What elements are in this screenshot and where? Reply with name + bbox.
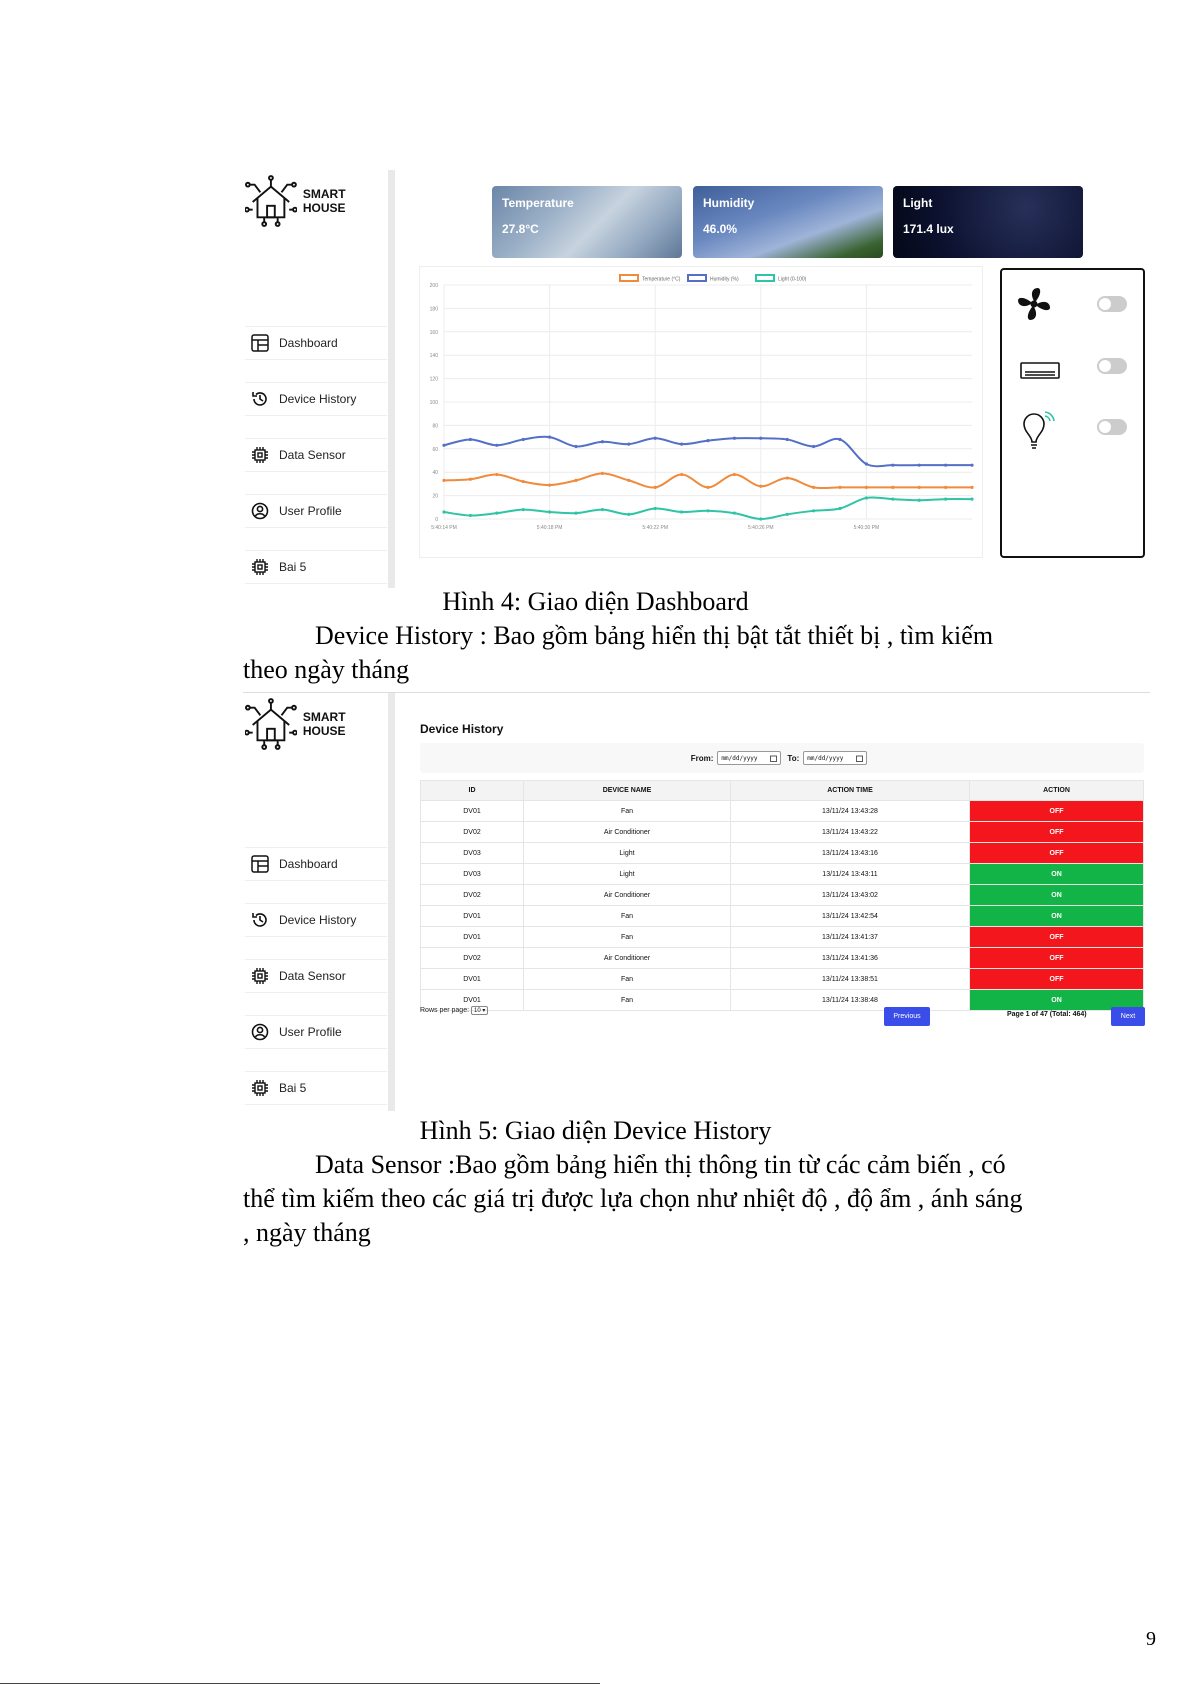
data-point [627, 479, 630, 482]
sidebar-item-user-profile[interactable] [245, 494, 387, 528]
data-point [838, 486, 841, 489]
data-point [944, 486, 947, 489]
cell-id: DV01 [421, 801, 524, 822]
x-tick-label: 5:40:30 PM [853, 525, 880, 531]
data-point [891, 464, 894, 467]
data-point [442, 444, 445, 447]
data-point [469, 514, 472, 517]
figure-5-caption: Hình 5: Giao diện Device History [419, 1116, 772, 1145]
sidebar-item-label: User Profile [279, 1025, 342, 1039]
y-tick-label: 100 [429, 400, 438, 406]
humidity-card [693, 186, 883, 258]
cell-action: OFF [970, 969, 1144, 990]
dashboard-icon [251, 855, 269, 873]
sidebar-item-label: Data Sensor [279, 969, 346, 983]
sidebar-item-label: Bai 5 [279, 560, 307, 574]
data-point [970, 486, 973, 489]
paragraph-device-history-line1: Device History : Bao gồm bảng hiển thị bật tắt thiết bị , tìm kiếm [315, 621, 994, 650]
data-point [838, 507, 841, 510]
y-tick-label: 40 [432, 470, 438, 477]
light-label: Light [903, 196, 933, 210]
next-button[interactable]: Next [1111, 1007, 1145, 1026]
data-point [733, 512, 736, 515]
data-point [838, 438, 841, 441]
calendar-icon [856, 755, 863, 762]
data-point [548, 436, 551, 439]
sidebar-item-data-sensor[interactable] [245, 438, 387, 472]
fan-toggle[interactable] [1097, 296, 1127, 312]
table-row [421, 822, 1144, 843]
data-point [654, 507, 657, 510]
data-point [706, 439, 709, 442]
temperature-label: Temperature [502, 196, 574, 210]
table-row [421, 948, 1144, 969]
table-row [421, 843, 1144, 864]
humidity-value: 46.0% [703, 222, 738, 236]
data-point [918, 464, 921, 467]
data-point [522, 438, 525, 441]
y-tick-label: 200 [429, 283, 438, 289]
cell-action: ON [970, 885, 1144, 906]
data-point [522, 508, 525, 511]
data-point [627, 443, 630, 446]
cell-device-name: Fan [524, 990, 731, 1011]
data-point [786, 438, 789, 441]
cell-device-name: Light [524, 843, 731, 864]
sidebar-item-data-sensor[interactable] [245, 959, 387, 993]
cell-action: OFF [970, 843, 1144, 864]
paragraph-data-sensor-line2: thể tìm kiếm theo các giá trị được lựa chọn như nhiệt độ , độ ẩm , ánh sáng [243, 1184, 1023, 1213]
sidebar-item-label: Data Sensor [279, 448, 346, 462]
lightbulb-icon [1018, 410, 1058, 452]
footer-rule [0, 1683, 600, 1684]
data-point [786, 513, 789, 516]
data-point [680, 473, 683, 476]
cell-action: OFF [970, 801, 1144, 822]
legend-swatch [756, 275, 774, 281]
cell-action: OFF [970, 927, 1144, 948]
temperature-value: 27.8°C [502, 222, 539, 236]
chip-icon [251, 967, 269, 985]
table-row [421, 801, 1144, 822]
cell-id: DV03 [421, 864, 524, 885]
sensor-chart [419, 266, 983, 558]
to-date-input[interactable] [803, 751, 867, 765]
rows-per-page [420, 1006, 488, 1015]
data-point [733, 473, 736, 476]
cell-device-name: Light [524, 864, 731, 885]
y-tick-label: 180 [429, 306, 438, 313]
device-control-panel [1000, 268, 1145, 558]
data-point [548, 483, 551, 486]
data-point [865, 486, 868, 489]
page-info: Page 1 of 47 (Total: 464) [1007, 1011, 1087, 1018]
history-icon [251, 911, 269, 929]
legend-swatch [620, 275, 638, 281]
figure-4-caption: Hình 4: Giao diện Dashboard [442, 587, 749, 616]
dashboard-screenshot [243, 170, 1150, 588]
cell-id: DV01 [421, 927, 524, 948]
cell-device-name: Air Conditioner [524, 948, 731, 969]
data-point [680, 443, 683, 446]
table-row [421, 927, 1144, 948]
column-header-action[interactable]: ACTION [970, 781, 1144, 801]
data-point [574, 479, 577, 482]
sidebar-item-label: Bai 5 [279, 1081, 307, 1095]
brand[interactable] [245, 174, 388, 228]
from-date-placeholder: mm/dd/yyyy [721, 754, 758, 762]
data-point [918, 486, 921, 489]
cell-id: DV03 [421, 843, 524, 864]
sidebar-item-label: Dashboard [279, 336, 338, 350]
fan-icon [1016, 286, 1052, 322]
cell-device-name: Fan [524, 969, 731, 990]
y-tick-label: 0 [435, 517, 438, 523]
x-tick-label: 5:40:22 PM [642, 525, 668, 531]
brand-title: SMART HOUSE [302, 710, 346, 738]
column-header-action-time[interactable]: ACTION TIME [731, 781, 970, 801]
data-point [522, 480, 525, 483]
data-point [601, 440, 604, 443]
legend-label: Light (0-100) [778, 276, 807, 283]
previous-button[interactable]: Previous [884, 1007, 930, 1026]
cell-action-time: 13/11/24 13:43:16 [731, 843, 970, 864]
sidebar-item-label: User Profile [279, 504, 342, 518]
data-point [759, 517, 762, 520]
data-point [627, 513, 630, 516]
page-title: Device History [420, 722, 504, 736]
paragraph-data-sensor-line3: , ngày tháng [243, 1218, 371, 1247]
to-label: To: [787, 753, 800, 763]
data-point [865, 496, 868, 499]
table-row [421, 885, 1144, 906]
paragraph-data-sensor-line1: Data Sensor :Bao gồm bảng hiển thị thông tin từ các cảm biến , có [315, 1150, 1006, 1179]
table-body [421, 801, 1144, 1011]
rows-per-page-select[interactable]: 10 ▾ [471, 1006, 488, 1015]
cell-action: ON [970, 864, 1144, 885]
cell-id: DV01 [421, 906, 524, 927]
data-point [654, 486, 657, 489]
date-filter-bar [420, 743, 1144, 773]
sidebar-item-device-history[interactable] [245, 903, 387, 937]
cell-action-time: 13/11/24 13:38:48 [731, 990, 970, 1011]
y-tick-label: 20 [432, 493, 438, 500]
sidebar [243, 170, 395, 588]
data-point [812, 486, 815, 489]
cell-action: ON [970, 990, 1144, 1011]
sidebar-item-dashboard[interactable] [245, 847, 387, 881]
sidebar [243, 693, 395, 1111]
from-date-input[interactable] [717, 751, 781, 765]
history-icon [251, 390, 269, 408]
cell-action: OFF [970, 948, 1144, 969]
data-point [786, 476, 789, 479]
y-tick-label: 120 [429, 376, 438, 383]
air-conditioner-toggle[interactable] [1097, 358, 1127, 374]
data-point [469, 438, 472, 441]
table-row [421, 906, 1144, 927]
data-point [601, 472, 604, 475]
data-point [548, 510, 551, 513]
cell-action: OFF [970, 822, 1144, 843]
sensor-line-chart [420, 267, 982, 557]
cell-device-name: Fan [524, 801, 731, 822]
cell-action-time: 13/11/24 13:43:02 [731, 885, 970, 906]
cell-action-time: 13/11/24 13:41:36 [731, 948, 970, 969]
cell-device-name: Air Conditioner [524, 885, 731, 906]
sidebar-item-device-history[interactable] [245, 382, 387, 416]
cell-action-time: 13/11/24 13:43:22 [731, 822, 970, 843]
data-point [706, 486, 709, 489]
brand-title: SMART HOUSE [302, 187, 346, 215]
data-point [944, 464, 947, 467]
calendar-icon [770, 755, 777, 762]
cell-action-time: 13/11/24 13:43:28 [731, 801, 970, 822]
data-point [970, 464, 973, 467]
table-row [421, 990, 1144, 1011]
light-value: 171.4 lux [903, 222, 954, 236]
y-tick-label: 140 [429, 353, 438, 360]
data-point [442, 510, 445, 513]
cell-device-name: Fan [524, 906, 731, 927]
data-point [442, 479, 445, 482]
smart-house-logo-icon [245, 174, 297, 228]
data-point [680, 510, 683, 513]
cell-id: DV01 [421, 990, 524, 1011]
sidebar-item-user-profile[interactable] [245, 1015, 387, 1049]
smart-house-logo-icon [245, 697, 297, 751]
sidebar-item-dashboard[interactable] [245, 326, 387, 360]
sidebar-item-label: Device History [279, 392, 357, 406]
light-toggle[interactable] [1097, 419, 1127, 435]
temperature-card [492, 186, 682, 258]
cell-id: DV02 [421, 885, 524, 906]
brand[interactable] [245, 697, 388, 751]
data-point [654, 437, 657, 440]
cell-device-name: Fan [524, 927, 731, 948]
chip-icon [251, 446, 269, 464]
legend-swatch [688, 275, 706, 281]
data-point [574, 512, 577, 515]
y-tick-label: 80 [432, 423, 438, 430]
user-icon [251, 502, 269, 520]
data-point [891, 486, 894, 489]
data-point [495, 444, 498, 447]
light-card [893, 186, 1083, 258]
sidebar-item-bai-5[interactable] [245, 550, 387, 584]
x-tick-label: 5:40:26 PM [748, 525, 774, 531]
data-point [918, 499, 921, 502]
cell-id: DV01 [421, 969, 524, 990]
cell-action-time: 13/11/24 13:41:37 [731, 927, 970, 948]
data-point [812, 445, 815, 448]
sidebar-item-bai-5[interactable] [245, 1071, 387, 1105]
cell-device-name: Air Conditioner [524, 822, 731, 843]
user-icon [251, 1023, 269, 1041]
x-tick-label: 5:40:14 PM [431, 525, 457, 531]
cell-id: DV02 [421, 948, 524, 969]
cell-action-time: 13/11/24 13:42:54 [731, 906, 970, 927]
legend-label: Temperature (°C) [642, 276, 681, 283]
data-point [574, 445, 577, 448]
sidebar-item-label: Device History [279, 913, 357, 927]
table-header-row [421, 781, 1144, 801]
cell-action-time: 13/11/24 13:43:11 [731, 864, 970, 885]
cell-id: DV02 [421, 822, 524, 843]
data-point [759, 437, 762, 440]
air-conditioner-icon [1020, 362, 1060, 380]
data-point [812, 509, 815, 512]
data-point [469, 478, 472, 481]
dashboard-icon [251, 334, 269, 352]
data-point [706, 509, 709, 512]
device-history-screenshot [243, 692, 1150, 1111]
page-number: 9 [1146, 1628, 1156, 1650]
data-point [891, 498, 894, 501]
legend-label: Humidity (%) [710, 276, 739, 283]
data-point [970, 498, 973, 501]
cell-action-time: 13/11/24 13:38:51 [731, 969, 970, 990]
humidity-label: Humidity [703, 196, 755, 210]
data-point [865, 462, 868, 465]
from-label: From: [690, 753, 714, 763]
data-point [601, 508, 604, 511]
data-point [495, 473, 498, 476]
column-header-device-name[interactable]: DEVICE NAME [524, 781, 731, 801]
sidebar-item-label: Dashboard [279, 857, 338, 871]
rows-per-page-label: Rows per page: [420, 1007, 470, 1014]
device-history-table [420, 780, 1144, 1011]
chip-icon [251, 1079, 269, 1097]
table-row [421, 864, 1144, 885]
data-point [944, 498, 947, 501]
y-tick-label: 60 [432, 446, 438, 453]
rows-per-page-value: 10 [474, 1008, 481, 1014]
data-point [759, 485, 762, 488]
column-header-id[interactable]: ID [421, 781, 524, 801]
x-tick-label: 5:40:18 PM [536, 525, 563, 531]
chip-icon [251, 558, 269, 576]
data-point [495, 512, 498, 515]
to-date-placeholder: mm/dd/yyyy [807, 754, 844, 762]
y-tick-label: 160 [429, 329, 438, 336]
data-point [733, 437, 736, 440]
paragraph-device-history-line2: theo ngày tháng [243, 655, 410, 684]
table-row [421, 969, 1144, 990]
cell-action: ON [970, 906, 1144, 927]
